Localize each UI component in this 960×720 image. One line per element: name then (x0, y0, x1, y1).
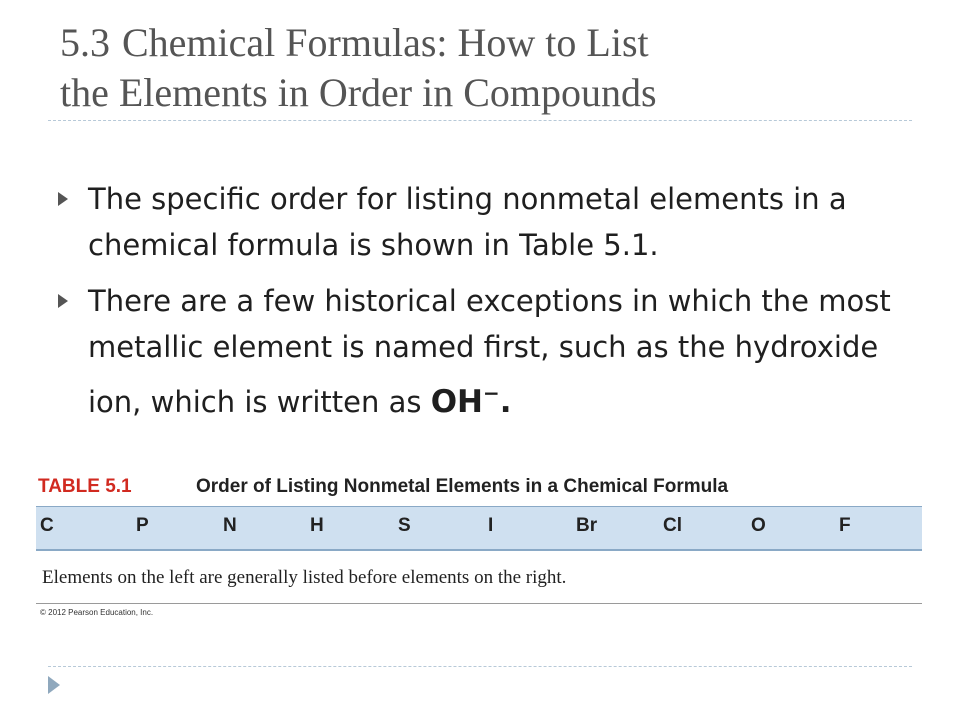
element-cell: Cl (663, 515, 682, 536)
bullet-item (58, 176, 938, 268)
slide-title (60, 18, 940, 118)
element-cell: Br (576, 515, 598, 536)
table-number: TABLE 5.1 (38, 476, 132, 497)
bullet-period: . (499, 384, 512, 420)
title-line-2: the Elements in Order in Compounds (60, 70, 657, 115)
section-number: 5.3 (60, 20, 110, 65)
title-line-1 (60, 18, 940, 68)
table-header-row (36, 506, 922, 551)
title-text-1: Chemical Formulas: How to List (122, 20, 649, 65)
footer-divider (48, 666, 912, 667)
bullet-text: The specific order for listing nonmetal elements in a chemical formula is shown in Table 5.1. (88, 182, 847, 262)
title-divider (48, 120, 912, 121)
element-cell: C (40, 515, 54, 536)
element-cell: F (839, 515, 851, 536)
element-cell: S (398, 515, 411, 536)
element-cell: P (136, 515, 149, 536)
element-cell: N (223, 515, 237, 536)
table-note: Elements on the left are generally listed before elements on the right. (42, 567, 567, 588)
triangle-bullet-icon (58, 294, 68, 308)
bullet-list (58, 176, 938, 435)
next-arrow-icon[interactable] (48, 676, 60, 694)
bullet-text: There are a few historical exceptions in which the most metallic element is named first, such as the hydroxide ion, which is written as (88, 284, 891, 419)
hydroxide-formula (430, 381, 500, 420)
element-cell: I (488, 515, 494, 536)
table-figure (36, 476, 922, 617)
element-cell: O (751, 515, 766, 536)
triangle-bullet-icon (58, 192, 68, 206)
copyright: © 2012 Pearson Education, Inc. (40, 608, 154, 617)
formula-charge: − (483, 381, 500, 405)
table-caption (36, 476, 922, 502)
bullet-item (58, 278, 938, 425)
table-title: Order of Listing Nonmetal Elements in a Chemical Formula (196, 476, 729, 497)
formula-symbol: OH (430, 384, 483, 420)
element-cell: H (310, 515, 324, 536)
